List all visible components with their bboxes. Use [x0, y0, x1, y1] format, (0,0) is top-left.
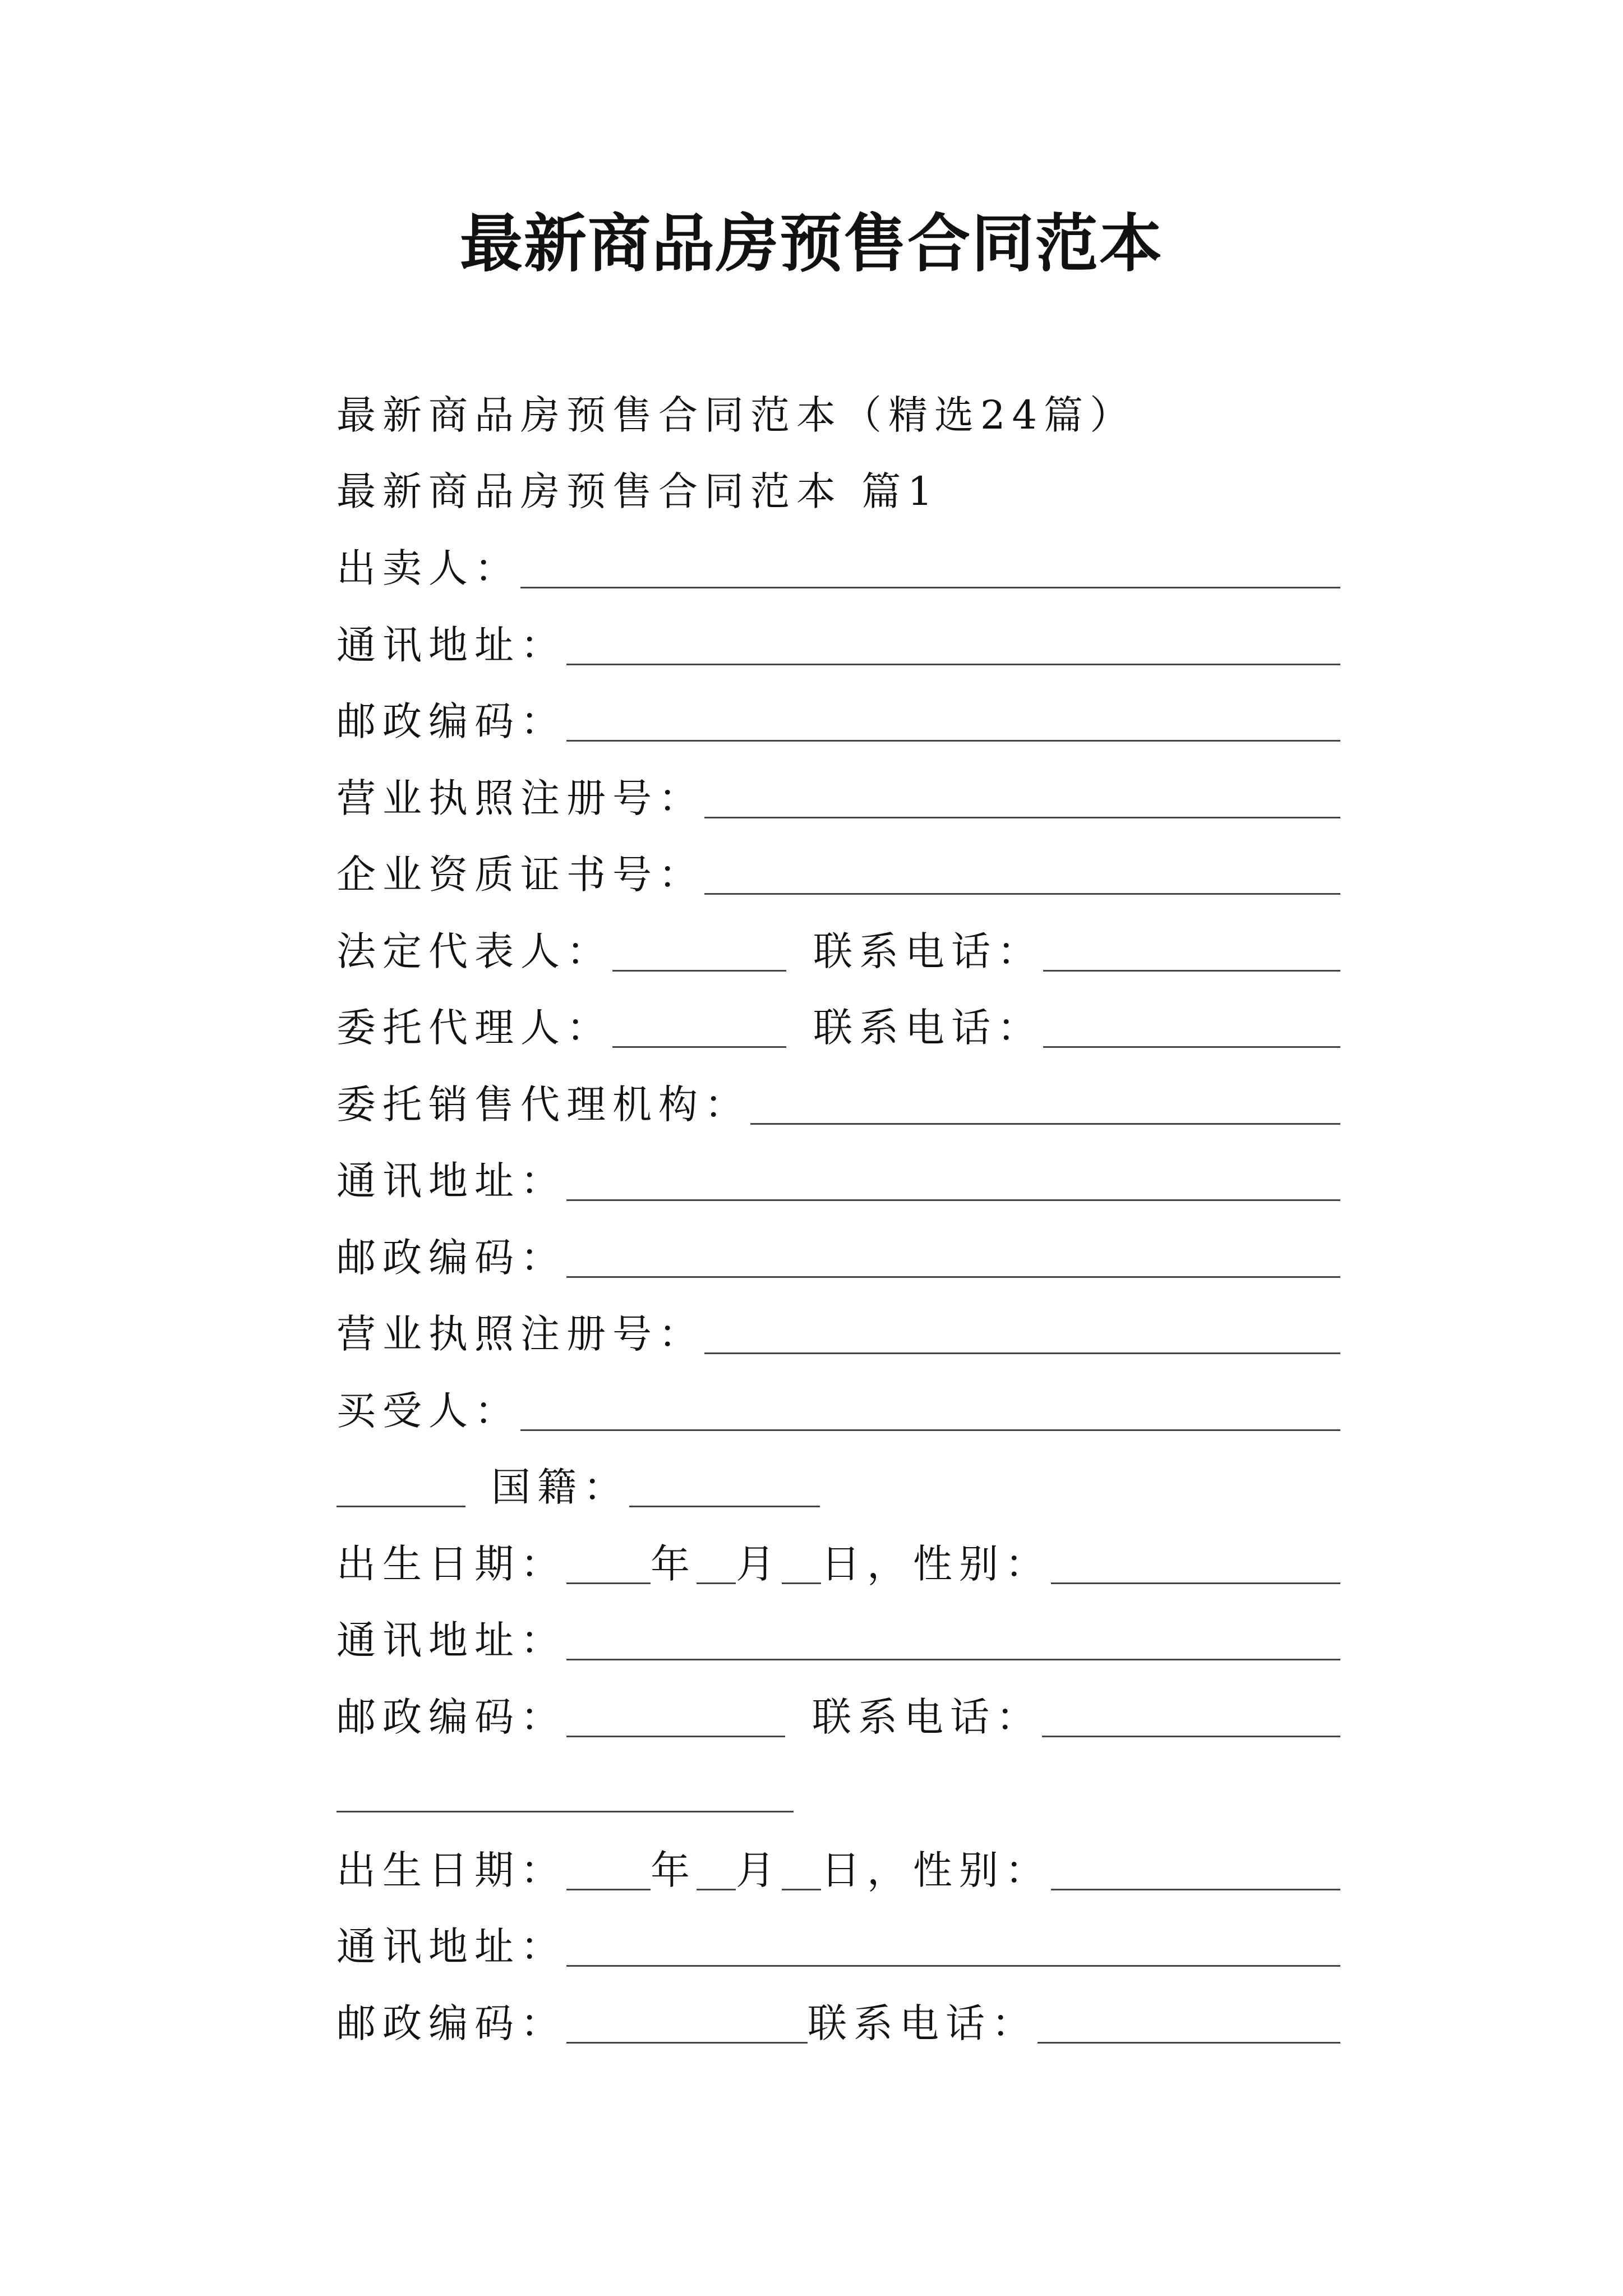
seller-postcode-label: 邮政编码： — [336, 698, 566, 744]
birth-1-label: 出生日期： — [336, 1541, 566, 1587]
birth-2-month-blank[interactable] — [697, 1849, 736, 1890]
seller-label: 出卖人： — [336, 545, 520, 591]
field-row-birth-1 — [336, 1536, 1340, 1592]
seller-license-blank[interactable] — [704, 777, 1340, 818]
qualification-blank[interactable] — [704, 854, 1340, 895]
seller-address-label: 通讯地址： — [336, 622, 566, 668]
agent-blank[interactable] — [612, 1007, 786, 1048]
birth-1-gender-blank[interactable] — [1051, 1543, 1340, 1584]
buyer-postcode-blank[interactable] — [566, 1696, 785, 1737]
seller-blank[interactable] — [520, 547, 1340, 588]
birth-2-label: 出生日期： — [336, 1847, 566, 1893]
birth-2-day-blank[interactable] — [782, 1849, 821, 1890]
document-subtitle: 最新商品房预售合同范本（精选24篇） — [336, 392, 1136, 438]
buyer-phone-label: 联系电话： — [812, 1694, 1042, 1740]
field-row-buyer-postcode — [336, 1689, 1340, 1745]
buyer-label: 买受人： — [336, 1388, 520, 1434]
buyer-address-blank[interactable] — [566, 1619, 1340, 1660]
buyer-phone-2-blank[interactable] — [1038, 2003, 1340, 2044]
buyer-address-2-label: 通讯地址： — [336, 1924, 566, 1970]
birth-2-month-label: 月 — [736, 1847, 782, 1893]
agency-license-label: 营业执照注册号： — [336, 1311, 704, 1357]
legal-rep-label: 法定代表人： — [336, 928, 612, 974]
agency-address-label: 通讯地址： — [336, 1158, 566, 1204]
buyer-id-blank[interactable] — [336, 1466, 465, 1507]
buyer-postcode-2-label: 邮政编码： — [336, 2000, 566, 2046]
field-row-nationality — [336, 1459, 1340, 1515]
birth-1-year-blank[interactable] — [566, 1543, 651, 1584]
buyer-postcode-2-blank[interactable] — [566, 2003, 808, 2044]
nationality-label: 国籍： — [491, 1464, 629, 1510]
agency-postcode-label: 邮政编码： — [336, 1235, 566, 1281]
field-row-agency-address — [336, 1153, 1340, 1209]
seller-address-blank[interactable] — [566, 624, 1340, 665]
field-row-extra-blank — [336, 1764, 1340, 1820]
agency-postcode-blank[interactable] — [566, 1237, 1340, 1278]
section-heading: 最新商品房预售合同范本 篇1 — [336, 468, 939, 514]
seller-postcode-blank[interactable] — [566, 701, 1340, 742]
buyer-address-2-blank[interactable] — [566, 1926, 1340, 1967]
document-title: 最新商品房预售合同范本 — [460, 207, 1163, 280]
field-row-agency-postcode — [336, 1230, 1340, 1286]
birth-2-gender-blank[interactable] — [1051, 1849, 1340, 1890]
field-row-seller-license — [336, 770, 1340, 826]
birth-1-month-blank[interactable] — [697, 1543, 736, 1584]
birth-2-gender-label: 日，性别： — [821, 1847, 1051, 1893]
field-row-agent — [336, 1000, 1340, 1056]
field-row-seller-postcode — [336, 693, 1340, 749]
field-row-buyer-address-2 — [336, 1918, 1340, 1975]
agency-license-blank[interactable] — [704, 1313, 1340, 1354]
agent-label: 委托代理人： — [336, 1005, 612, 1051]
buyer-phone-2-label: 联系电话： — [808, 2000, 1038, 2046]
sales-agency-blank[interactable] — [750, 1084, 1340, 1125]
legal-rep-phone-blank[interactable] — [1043, 931, 1340, 972]
field-row-agency-license — [336, 1306, 1340, 1362]
agent-phone-blank[interactable] — [1043, 1007, 1340, 1048]
field-row-legal-rep — [336, 923, 1340, 979]
field-row-buyer-address — [336, 1612, 1340, 1668]
birth-1-gender-label: 日，性别： — [821, 1541, 1051, 1587]
qualification-label: 企业资质证书号： — [336, 852, 704, 898]
extra-blank[interactable] — [336, 1772, 794, 1812]
field-row-buyer — [336, 1383, 1340, 1439]
field-row-sales-agency — [336, 1076, 1340, 1133]
birth-1-day-blank[interactable] — [782, 1543, 821, 1584]
legal-rep-blank[interactable] — [612, 931, 786, 972]
field-row-buyer-postcode-2 — [336, 1995, 1340, 2051]
buyer-blank[interactable] — [520, 1390, 1340, 1431]
buyer-postcode-label: 邮政编码： — [336, 1694, 566, 1740]
nationality-blank[interactable] — [629, 1466, 820, 1507]
agency-address-blank[interactable] — [566, 1160, 1340, 1201]
buyer-phone-blank[interactable] — [1042, 1696, 1340, 1737]
birth-2-year-blank[interactable] — [566, 1849, 651, 1890]
field-row-seller — [336, 540, 1340, 596]
field-row-qualification — [336, 846, 1340, 903]
seller-license-label: 营业执照注册号： — [336, 775, 704, 821]
legal-rep-phone-label: 联系电话： — [813, 928, 1043, 974]
birth-2-year-label: 年 — [651, 1847, 697, 1893]
birth-1-month-label: 月 — [736, 1541, 782, 1587]
birth-1-year-label: 年 — [651, 1541, 697, 1587]
agent-phone-label: 联系电话： — [813, 1005, 1043, 1051]
field-row-birth-2 — [336, 1842, 1340, 1898]
sales-agency-label: 委托销售代理机构： — [336, 1082, 750, 1128]
buyer-address-label: 通讯地址： — [336, 1617, 566, 1663]
field-row-seller-address — [336, 617, 1340, 673]
